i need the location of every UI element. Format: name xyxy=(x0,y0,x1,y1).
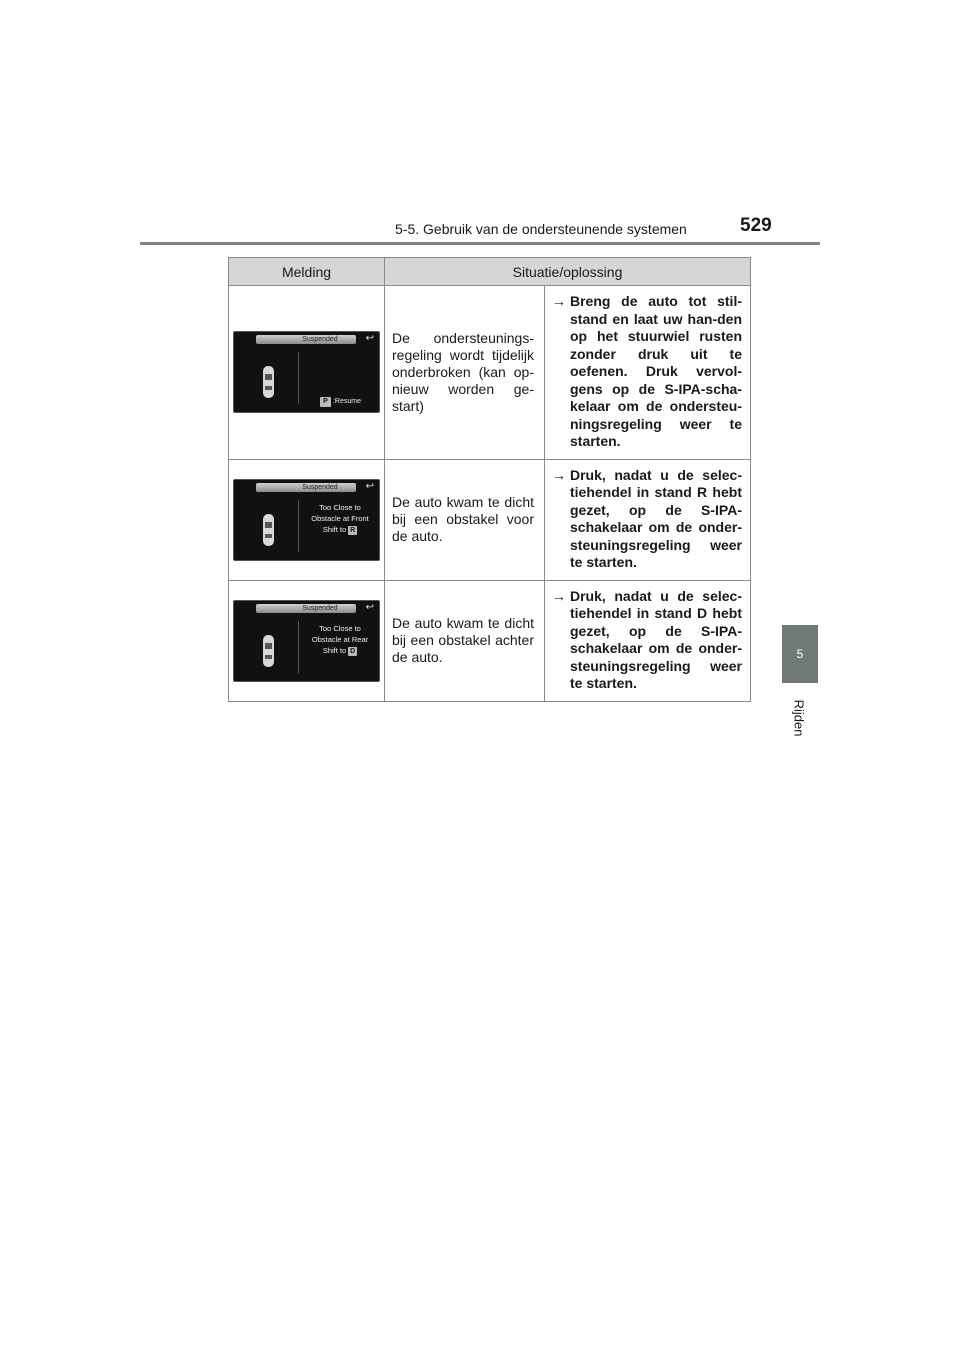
table-header-row xyxy=(229,258,751,286)
table-row xyxy=(229,580,751,701)
return-arrow-icon: ↩ xyxy=(365,333,374,345)
message-line-1: Too Close to xyxy=(319,623,361,633)
car-top-view-icon xyxy=(262,365,275,399)
shift-instruction xyxy=(304,645,376,656)
header-melding: Melding xyxy=(229,258,385,286)
status-bar: Suspended xyxy=(256,604,356,613)
melding-cell xyxy=(229,580,385,701)
message-line-2: Obstacle at Front xyxy=(311,513,369,523)
display-screen-obstacle-rear xyxy=(233,600,380,682)
screen-message xyxy=(304,623,376,656)
page-number: 529 xyxy=(740,215,772,236)
solution-text: Druk, nadat u de selec-tiehendel in stand R hebt gezet, op de S-IPA-schakelaar om de onder-steuningsregeling weer te starten. xyxy=(570,466,742,570)
situation-cell: De auto kwam te dicht bij een obstakel achter de auto. xyxy=(385,580,545,701)
table-row xyxy=(229,286,751,460)
gear-r-icon: R xyxy=(350,526,356,534)
arrow-icon: → xyxy=(552,466,566,483)
chapter-label-text: Rijden xyxy=(791,699,807,737)
return-arrow-icon: ↩ xyxy=(365,601,374,613)
section-title: 5-5. Gebruik van de ondersteunende systemen xyxy=(395,221,687,237)
solution-cell xyxy=(545,580,751,701)
melding-cell xyxy=(229,286,385,460)
situation-cell: De auto kwam te dicht bij een obstakel voor de auto. xyxy=(385,459,545,580)
message-line-2: Obstacle at Rear xyxy=(311,634,369,644)
screen-divider xyxy=(298,352,299,404)
message-table xyxy=(228,257,751,702)
status-bar: Suspended xyxy=(256,335,356,344)
status-bar: Suspended xyxy=(256,483,356,492)
chapter-label xyxy=(784,694,814,742)
arrow-icon: → xyxy=(552,293,566,309)
solution-cell xyxy=(545,286,751,460)
car-top-view-icon xyxy=(262,513,275,547)
shift-label: Shift to xyxy=(322,645,347,655)
header-situatie: Situatie/oplossing xyxy=(385,258,751,286)
situation-cell: De ondersteunings-regeling wordt tijdelijk onderbroken (kan op-nieuw worden ge-start) xyxy=(385,286,545,460)
resume-hint xyxy=(320,397,361,407)
arrow-icon: → xyxy=(552,587,566,604)
shift-instruction xyxy=(304,524,376,535)
screen-message xyxy=(304,502,376,535)
resume-label: :Resume xyxy=(332,398,361,406)
screen-divider xyxy=(298,621,299,673)
car-top-view-icon xyxy=(262,634,275,668)
return-arrow-icon: ↩ xyxy=(365,480,374,492)
display-screen-obstacle-front xyxy=(233,479,380,561)
table-row xyxy=(229,459,751,580)
solution-text: Druk, nadat u de selec-tiehendel in stand D hebt gezet, op de S-IPA-schakelaar om de onder-steuningsregeling weer te starten. xyxy=(570,587,742,691)
melding-cell xyxy=(229,459,385,580)
header-rule xyxy=(140,242,820,245)
chapter-tab: 5 xyxy=(782,625,818,683)
solution-text: Breng de auto tot stil-stand en laat uw han-den op het stuurwiel rusten zonder druk uit te oefenen. Druk vervol-gens op de S-IPA-scha-kelaar om de ondersteu-ningsregeling weer te starten. xyxy=(570,293,742,449)
message-line-1: Too Close to xyxy=(319,502,361,512)
gear-d-icon: D xyxy=(350,647,356,655)
p-button-icon: P xyxy=(320,397,331,407)
solution-cell xyxy=(545,459,751,580)
shift-label: Shift to xyxy=(322,524,347,534)
display-screen-suspended xyxy=(233,331,380,413)
screen-divider xyxy=(298,500,299,552)
